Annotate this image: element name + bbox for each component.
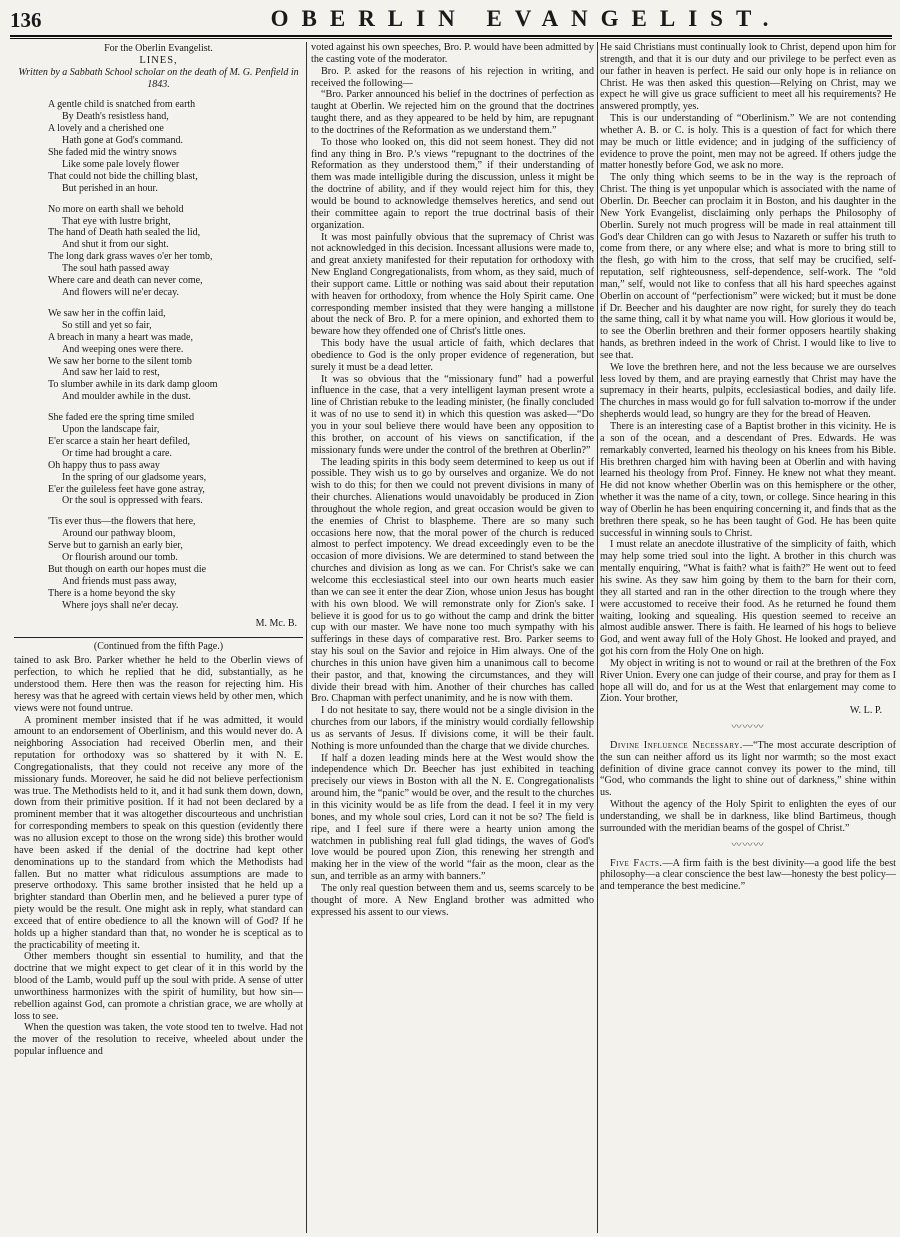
poem-line: But perished in an hour.: [62, 182, 158, 194]
poem-line: That could not bide the chilling blast,: [48, 170, 198, 182]
poem-line: And saw her laid to rest,: [62, 367, 160, 379]
article-paragraph: When the question was taken, the vote stood ten to twelve. Had not the mover of the resolution to receive, wheeled about under the popular influence and: [14, 1022, 303, 1058]
continued-note: (Continued from the fifth Page.): [93, 641, 224, 653]
article-body-col3: [600, 42, 896, 705]
poem-line: Like some pale lovely flower: [62, 158, 180, 170]
column-2: [311, 42, 594, 1233]
poem-line: But though on earth our hopes must die: [48, 564, 207, 575]
poem-line: 'Tis ever thus—the flowers that here,: [48, 516, 196, 528]
poem-line: To slumber awhile in its dark damp gloom: [48, 379, 218, 391]
poem-line: In the spring of our gladsome years,: [62, 471, 207, 483]
poem-line: Serve but to garnish an early bier,: [48, 540, 183, 552]
poem-signature: M. Mc. B.: [255, 617, 297, 629]
masthead-title: OBERLIN EVANGELIST.: [270, 6, 782, 31]
article-paragraph: I do not hesitate to say, there would not be a single division in the churches from our labors, if the ministry would cordially fellowship us as servants of Jesus. If divisions come, it will be their fault. Nothing is more unfounded than the charge that we divide churches.: [311, 705, 594, 752]
article-paragraph: This body have the usual article of faith, which declares that obedience to God is the only proper evidence of regeneration, but surely it must be a dead letter.: [311, 338, 594, 373]
header-rule-thin: [10, 38, 892, 39]
poem-line: Where care and death can never come,: [48, 275, 203, 287]
article-paragraph: tained to ask Bro. Parker whether he held to the Oberlin views of perfection, to which he replied that he did, substantially, as he understood them. Here then was the reason for rejecting him. His heresy was that he agreed with certain views held by other men, which views were not found untrue.: [14, 655, 303, 714]
poem-line: So still and yet so fair,: [62, 319, 152, 331]
five-facts-heading: Five Facts.: [610, 857, 663, 869]
poem-line: That eye with lustre bright,: [62, 215, 171, 227]
divine-influence-text: —“The most accurate description of the sun can neither afford us its light nor warmth; so the most exact definition of divine grace cannot convey its power to the mind, till “God, who commands the light to shine out of darkness,” shine within us.: [600, 739, 896, 799]
poem-line: We saw her borne to the silent tomb: [48, 355, 192, 367]
article-paragraph: A prominent member insisted that if he was admitted, it would amount to an endorsement of Oberlinism, and this would never do. A neighboring Association had received Oberlin men, and their reputation for orthodoxy was so shattered by it with N. E. Congregationalists, that they could not receive any more of the missionary funds. Moreover, he said he did not believe perfectionism was true. The Methodists held to it, and it had sunk them down, down, down from their primitive position. If it had not been declared by a prominent member that it was altogether discourteous and unchristian for corresponding members to speak on this question (evidently there was no allusion except to those on the wrong side) this brother would have been asked if the denial of the doctrine had kept other denominations up to the standard from which the Methodists had fallen. But no matter what ridiculous assumptions are made to preserve orthodoxy. This same brother insisted that he held up a brighter standard than Oberlin men, and he believed a purer type of piety would be the result. One might ask in reply, what standard can exceed that of entire obedience to all the known will of God? If he holds up a higher standard than that, no wonder he is sceptical as to the practicability of meeting it.: [14, 714, 303, 951]
poem-line: There is a home beyond the sky: [48, 587, 176, 599]
poem-subtitle: Written by a Sabbath School scholar on the death of M. G. Penfield in 1843.: [18, 66, 299, 90]
article-paragraph: voted against his own speeches, Bro. P. would have been admitted by the casting vote of the moderator.: [311, 42, 594, 65]
article-paragraph: My object in writing is not to wound or rail at the brethren of the Fox River Union. Every one can judge of their course, and pray for them as I hope all will do, and for us at the West that enlargement may come to Zion. Your brother,: [600, 657, 896, 705]
article-paragraph: This is our understanding of “Oberlinism.” We are not contending whether A. B. or C. is holy. This is a question of fact for which there may be much or little evidence; and in judging of the sufficiency of evidence to prove the point, men may not be agreed. If others judge the matter honestly before God, we ask no more.: [600, 113, 896, 172]
article-paragraph: To those who looked on, this did not seem honest. They did not find any thing in Bro. P.'s views “repugnant to the doctrines of the Reformation as they understood them,” if their understanding of them was made intelligible during the discussion, unless it might be the doctrine of ability, and if they would reject him for this, they would be bound to acknowledge themselves heretics, and send out their committee again to report the true doctrinal basis of their organization.: [311, 136, 594, 231]
poem-line: A lovely and a cherished one: [48, 123, 164, 135]
page-number: 136: [10, 8, 42, 32]
article-body-col2: [311, 42, 594, 918]
poem-line: A gentle child is snatched from earth: [48, 99, 196, 111]
poem-line: She faded ere the spring time smiled: [48, 412, 195, 424]
poem-line: Upon the landscape fair,: [62, 424, 160, 436]
divine-influence-item: [600, 740, 896, 799]
poem-line: The soul hath passed away: [62, 263, 170, 275]
poem-line: And weeping ones were there.: [62, 343, 184, 355]
column-3: [600, 42, 896, 1233]
letter-signature-line: [600, 705, 896, 717]
poem-line: No more on earth shall we behold: [48, 203, 184, 215]
letter-signature: W. L. P.: [849, 705, 882, 717]
poem-line: A breach in many a heart was made,: [48, 331, 193, 343]
article-paragraph: The only real question between them and us, seems scarcely to be thought of more. A New England brother was admitted who expressed his assent to our views.: [311, 882, 594, 918]
divine-influence-text-2: Without the agency of the Holy Spirit to enlighten the eyes of our understanding, we shall be in darkness, like blind Bartimeus, though surrounded with the meridian beams of the gospel of Christ.”: [600, 799, 896, 834]
poem-line: Or the soul is oppressed with fears.: [62, 495, 203, 507]
poem-line: Where joys shall ne'er decay.: [62, 599, 179, 611]
article-paragraph: “Bro. Parker announced his belief in the doctrines of perfection as taught at Oberlin. We rejected him on the ground that the doctrines taught there, and as they appeared to be held by him, are repugnant to the doctrines of the Reformation as we understand them.”: [311, 89, 594, 136]
five-facts-item: [600, 858, 896, 894]
poem-stanza: [48, 516, 303, 611]
section-rule: [14, 637, 303, 638]
poem-line: And shut it from our sight.: [62, 239, 169, 251]
column-1: [14, 42, 303, 1233]
poem-line: Or flourish around our tomb.: [62, 552, 178, 564]
article-paragraph: I must relate an anecdote illustrative of the simplicity of faith, which may help some tried soul into the light. A brother in this church was mentally enquiring, “What is faith? what is faith?” He went out to feed his swine. As they saw him going by them to the barn for their corn, they all started and ran in the other direction to the trough where they were accustomed to receive their food. As he returned he found them waiting, looking and squealing. His question seemed to receive an almost audible answer. There is faith. He learned of his hogs to believe God, and went away full of the Holy Ghost. He looked and prayed, and got his corn from the Holy One on high.: [600, 539, 896, 658]
poem-line: The long dark grass waves o'er her tomb,: [48, 251, 213, 263]
article-paragraph: The only thing which seems to be in the way is the reproach of Christ. The thing is yet unpopular which is associated with the name of Oberlin. Dr. Beecher can proclaim it in Boston, and his daughter in the New York Evangelist, disclaiming only perhaps the Philosophy of Oberlin. Surely not much progress will be made in real attainment till God's dear Children can go with Jesus to Nazareth or suffer his truth to come from there, or any where else; and what is more to bring still to the flesh, go with him to the cross, that self may be crucified, self-reputation, self righteousness, self-dependence, self-work. The “old man,” self, would not like to confess that all his hard speeches against Oberlin on account of “perfectionism” were wicked; but it must be done if Dr. Beecher and his daughter are now right, for surely they do teach the same thing, call it by what name you will. How glorious it would be, to see the Oberlin brethren and their former opposers heartily shaking hands, as brethren indeed in the work of Christ. I would like to live to see that.: [600, 172, 896, 361]
article-body-col1: [14, 655, 303, 1058]
page-header: [10, 6, 892, 32]
article-paragraph: The leading spirits in this body seem determined to keep us out if possible. They wish us to go by ourselves and organize. We do not wish to do this; for then we could not prevent divisions in many of their churches. Alienations would unavoidably be produced in Zion throughout the whole region, and great occasion would be given to the enemies of Christ to blaspheme. There are so many such occasions here now, that the moral power of the church is reduced almost to perfect impotency. We dread exceedingly even to be the occasion of more divisions. We are determined to stand between the churches and division as long as we can. For Christ's sake we can welcome this ecclesiastical steel into our own hearts much easier than we can see it enter the dear Zion, whose union Jesus has bought with his own blood. We will remonstrate only for Zion's sake. I believe it is good for us to go without the camp and drink the bitter cup with our master. We have none too much sympathy with his sufferings in these days of comparative rest. Bro. Parker seems to stay his soul on the Savior and rejoice in Him always. One of the churches in this union have given him a unanimous call to become their pastor, and that, knowing the circumstances, and they will divide their bread with him. Another of their churches has called Bro. Chapman with perfect unanimity, and he is now with them.: [311, 456, 594, 705]
poem-attribution: For the Oberlin Evangelist.: [104, 43, 213, 54]
article-paragraph: Bro. P. asked for the reasons of his rejection in writing, and received the following—: [311, 65, 594, 89]
poem-line: And flowers will ne'er decay.: [62, 286, 179, 298]
poem-line: Oh happy thus to pass away: [48, 459, 160, 471]
article-paragraph: We love the brethren here, and not the less because we are ourselves less loved by them, and are praying earnestly that Christ may have the supremacy in their hearts, pulpits, ecclesiastical bodies, and daily life. The churches in mass would go for full salvation to-morrow if the under shepherds would lead, so hungry are they for the bread of Heaven.: [600, 361, 896, 421]
article-paragraph: It was so obvious that the “missionary fund” had a powerful influence in the case, that a very intelligent layman present wrote a line of Christian rebuke to the leading minister, (he finally concluded it was of no use to send it) in which this question was asked—“Do you in your soul believe there would have been any opposition to this brother, on account of his views on sanctification, if the missionary funds were under the control of the brethren at Oberlin?”: [311, 373, 594, 456]
poem-title: LINES,: [139, 54, 178, 66]
article-paragraph: Other members thought sin essential to humility, and that the doctrine that we might expect to get clear of it in this world by the blood of the Lamb, would puff up the soul with pride. A sense of utter unworthiness harmonizes with the spirit of humility, but how sin—rebellion against God, can promote a christian grace, we are wholly at loss to see.: [14, 951, 303, 1022]
poem-line: And friends must pass away,: [62, 575, 177, 587]
poem-line: By Death's resistless hand,: [62, 111, 169, 123]
ornamental-divider: 〰〰〰: [731, 839, 765, 851]
poem-stanza: [48, 99, 303, 194]
poem-stanza: [48, 412, 303, 507]
poem-line: The hand of Death hath sealed the lid,: [48, 227, 201, 239]
article-paragraph: It was most painfully obvious that the supremacy of Christ was not acknowledged in this decision. Incessant allusions were made to, and great anxiety manifested for their reputation for orthodoxy with New England Congregationalists, from whom, as they said, much of their support came. Little or nothing was said about their reputation with heaven for orthodoxy, from whence the Holy Spirit came. One corresponding member insisted that they were hanging a millstone about the neck of Bro. P. for a mere opinion, and exhorted them to beware how they offended one of Christ's little ones.: [311, 231, 594, 338]
ornamental-divider: 〰〰〰: [731, 722, 765, 734]
poem-line: Around our pathway bloom,: [62, 528, 176, 540]
poem-line: We saw her in the coffin laid,: [48, 307, 166, 319]
column-divider: [306, 42, 307, 1233]
poem-line: E'er scarce a stain her heart defiled,: [48, 435, 190, 447]
poem-body: [14, 99, 303, 611]
poem-stanza: [48, 308, 303, 403]
poem-line: E'er the guileless feet have gone astray,: [48, 483, 205, 495]
column-divider: [597, 42, 598, 1233]
poem-line: And moulder awhile in the dust.: [62, 391, 191, 403]
five-facts-text: —A firm faith is the best divinity—a good life the best philosophy—a clear conscience the best law—honesty the best policy—and temperance the best medicine.”: [600, 857, 896, 893]
article-paragraph: If half a dozen leading minds here at the West would show the independence which Dr. Beecher has just exhibited in teaching precisely our views in Boston with all the N. E. Congregationalists around him, the “panic” would be over, and the result to the churches in this vicinity would be as life from the dead. I feel it in my very bones, and my whole soul cries, Lord can it not be so? The field is ripe, and I feel sure if there were a hearty union among the watchmen in publishing real full glad tidings, the waves of God's love would be poured upon Zion, this renewing her strength and making her in the view of the world “fair as the moon, clear as the sun, and terrible as an army with banners.”: [311, 752, 594, 883]
poem-stanza: [48, 204, 303, 299]
poem-line: She faded mid the wintry snows: [48, 147, 177, 158]
article-paragraph: There is an interesting case of a Baptist brother in this vicinity. He is a son of the ocean, and a descendant of Pres. Edwards. He was remarkably converted, learned his theology on his knees from his Bible. His brethren charged him with having been at Oberlin and with having learned his theology from Prof. Finney. He knew not what they meant. He did not know whether Oberlin was on this hemisphere or the other, whether it was the name of a city, town, or college. Since hearing in this way of Oberlin he has been enquiring concerning it, and finds that as the brethren there speak, so he has been taught of God. He has been quite successful in winning souls to Christ.: [600, 421, 896, 539]
poem-line: Or time had brought a care.: [62, 447, 172, 459]
header-rule: [10, 35, 892, 37]
divine-influence-heading: Divine Influence Necessary.: [610, 739, 743, 751]
poem-line: Hath gone at God's command.: [62, 135, 183, 147]
article-paragraph: He said Christians must continually look to Christ, depend upon him for strength, and that it is our duty and our privilege to be perfect even as our father in heaven is perfect. He said our only hope is in reliance on Christ. He was then asked this question—Relying on Christ, may we expect he will give us grace sufficient to meet all his requirements? He answered promptly, yes.: [600, 42, 896, 113]
